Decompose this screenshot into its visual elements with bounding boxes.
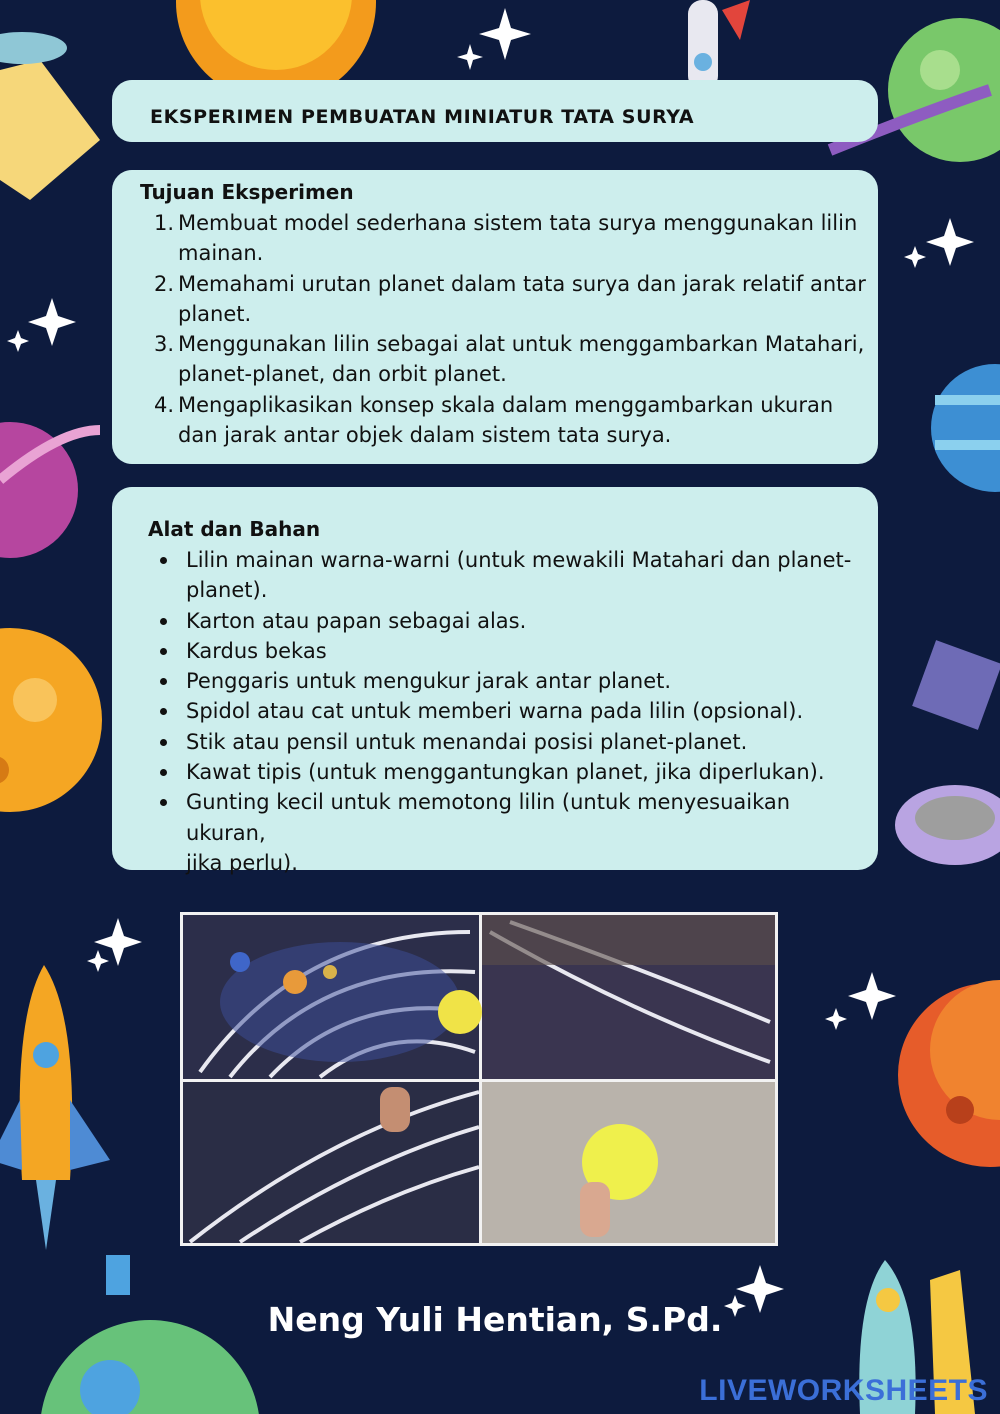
goals-list bbox=[154, 208, 868, 450]
tools-heading: Alat dan Bahan bbox=[148, 517, 321, 541]
experiment-photo-collage bbox=[180, 912, 778, 1246]
rocket-icon-left bbox=[0, 965, 130, 1295]
orange-planet-icon bbox=[0, 628, 102, 812]
photo-collage-image bbox=[180, 912, 778, 1246]
tool-line: jika perlu). bbox=[186, 850, 298, 875]
goal-line: dan jarak antar objek dalam sistem tata surya. bbox=[178, 423, 672, 448]
tool-line: Karton atau papan sebagai alas. bbox=[186, 608, 527, 633]
tools-list bbox=[186, 545, 870, 878]
tool-item bbox=[186, 606, 870, 636]
goal-line: Mengaplikasikan konsep skala dalam menggambarkan ukuran bbox=[178, 392, 834, 417]
liveworksheets-watermark: LIVEWORKSHEETS bbox=[699, 1374, 988, 1407]
goal-number: 2. bbox=[154, 271, 175, 296]
tool-item bbox=[186, 636, 870, 666]
tool-line: Stik atau pensil untuk menandai posisi planet-planet. bbox=[186, 729, 748, 754]
tool-line: Kardus bekas bbox=[186, 638, 327, 663]
title-box bbox=[112, 80, 878, 142]
tool-item bbox=[186, 757, 870, 787]
goal-item bbox=[154, 269, 868, 330]
goal-number: 4. bbox=[154, 392, 175, 417]
tool-line: Gunting kecil untuk memotong lilin (untuk menyesuaikan ukuran, bbox=[186, 790, 791, 845]
tool-item bbox=[186, 696, 870, 726]
goal-line: planet-planet, dan orbit planet. bbox=[178, 362, 507, 387]
goal-line: Membuat model sederhana sistem tata surya menggunakan lilin bbox=[178, 211, 858, 235]
goals-box bbox=[112, 170, 878, 464]
tool-item bbox=[186, 545, 870, 606]
satellite-icon bbox=[895, 640, 1000, 865]
tool-line: Penggaris untuk mengukur jarak antar planet. bbox=[186, 669, 672, 694]
tool-item bbox=[186, 666, 870, 696]
goal-item bbox=[154, 208, 868, 269]
goal-number: 1. bbox=[154, 211, 175, 235]
red-planet-icon bbox=[898, 980, 1000, 1167]
tool-line: Lilin mainan warna-warni (untuk mewakili Matahari dan planet- bbox=[186, 548, 852, 572]
tool-line: Spidol atau cat untuk memberi warna pada lilin (opsional). bbox=[186, 699, 804, 724]
purple-planet-icon bbox=[0, 422, 100, 558]
tool-line: Kawat tipis (untuk menggantungkan planet, jika diperlukan). bbox=[186, 760, 825, 785]
author-name: Neng Yuli Hentian, S.Pd. bbox=[267, 1300, 723, 1339]
goal-number: 3. bbox=[154, 332, 175, 357]
tool-line: planet). bbox=[186, 578, 268, 603]
ufo-icon bbox=[0, 32, 100, 200]
tool-item bbox=[186, 727, 870, 757]
tools-box bbox=[112, 487, 878, 875]
page-title: EKSPERIMEN PEMBUATAN MINIATUR TATA SURYA bbox=[150, 106, 695, 128]
blue-planet-icon bbox=[931, 364, 1000, 492]
goal-line: mainan. bbox=[178, 241, 264, 266]
goals-heading: Tujuan Eksperimen bbox=[140, 180, 354, 204]
goal-line: planet. bbox=[178, 301, 252, 326]
goal-line: Menggunakan lilin sebagai alat untuk menggambarkan Matahari, bbox=[178, 332, 865, 357]
goal-item bbox=[154, 329, 868, 390]
goal-line: Memahami urutan planet dalam tata surya dan jarak relatif antar bbox=[178, 271, 866, 296]
goal-item bbox=[154, 390, 868, 451]
rocket-icon-top bbox=[688, 0, 750, 90]
tool-item bbox=[186, 787, 870, 878]
